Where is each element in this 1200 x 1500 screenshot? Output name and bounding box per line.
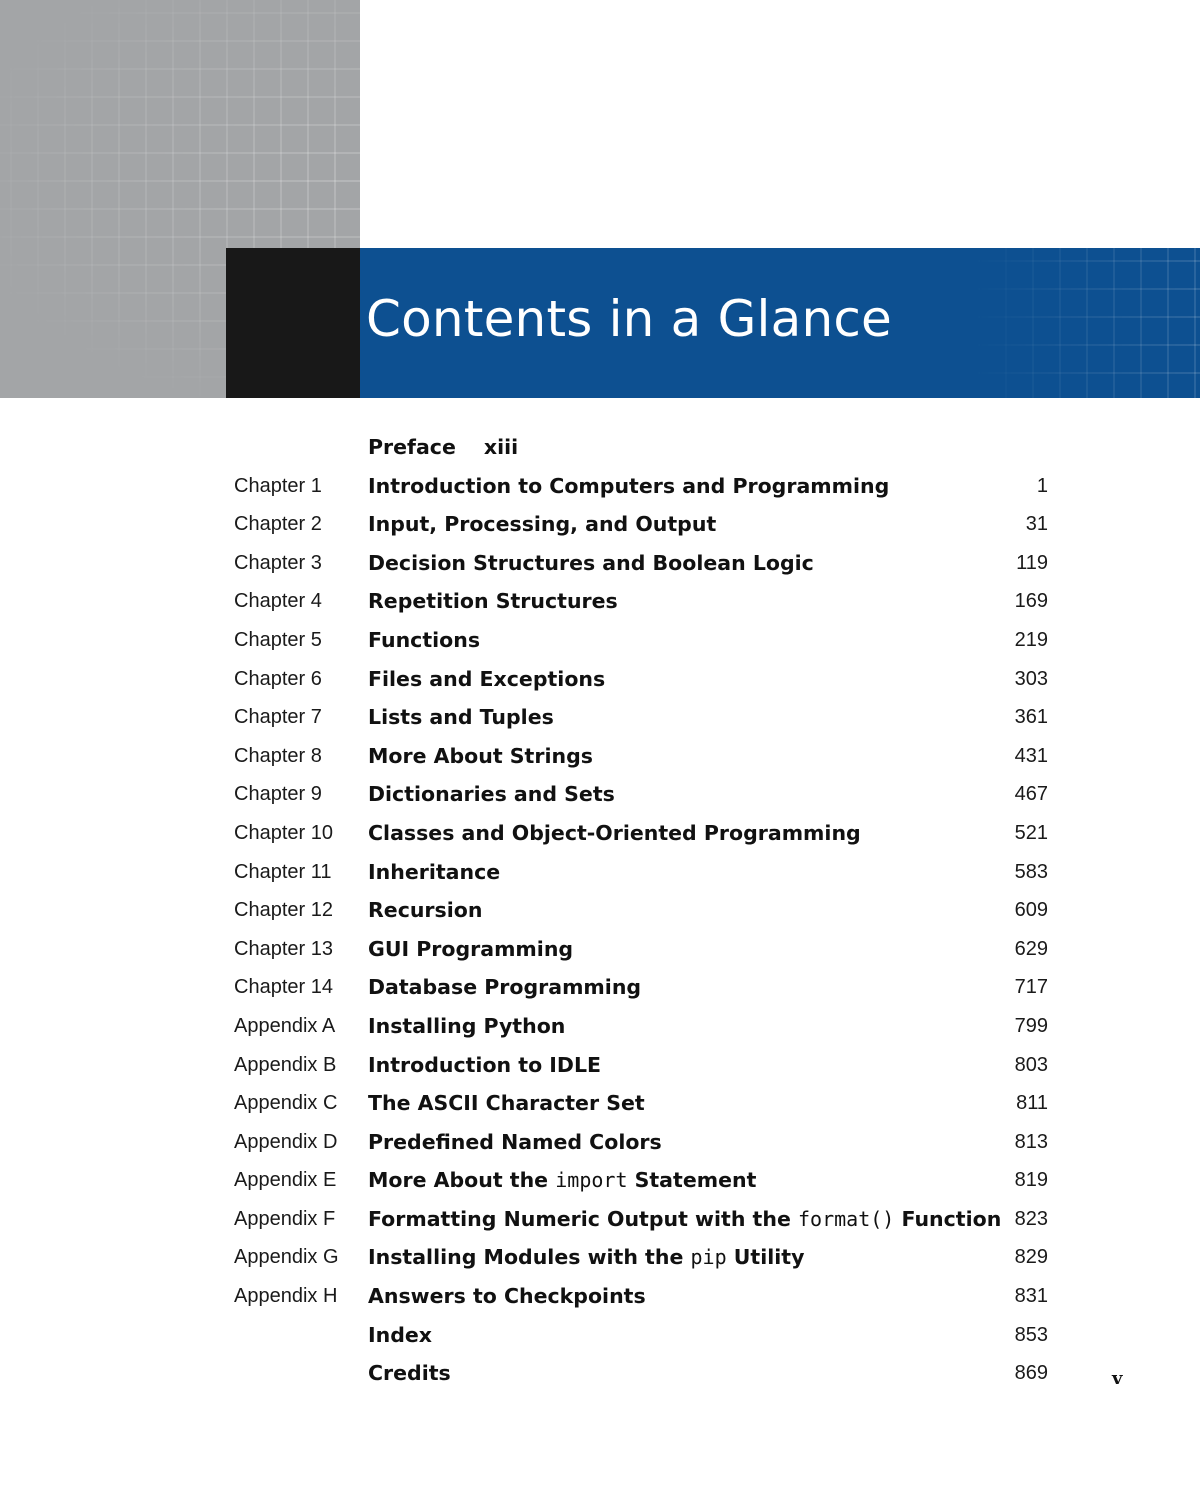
- toc-entry-label: Chapter 10: [234, 821, 333, 844]
- toc-entry-title: Repetition Structures: [368, 589, 618, 614]
- toc-row[interactable]: [0, 814, 1200, 853]
- toc-entry-title-pre: Formatting Numeric Output with the: [368, 1206, 798, 1231]
- toc-row[interactable]: [0, 698, 1200, 737]
- toc-entry-title-post: Utility: [726, 1245, 805, 1270]
- toc-entry-page-number: 361: [1014, 706, 1048, 729]
- toc-entry-page-number: 829: [1014, 1246, 1048, 1269]
- decorative-black-block: [226, 248, 360, 398]
- toc-entry-page-number: 811: [1016, 1092, 1048, 1115]
- toc-row[interactable]: [0, 621, 1200, 660]
- page-title: Contents in a Glance: [366, 290, 893, 348]
- table-of-contents: [0, 428, 1200, 1393]
- toc-entry-page-number: 31: [1025, 513, 1048, 536]
- toc-entry-title-code: pip: [690, 1245, 727, 1270]
- toc-row[interactable]: [0, 737, 1200, 776]
- toc-entries: [0, 467, 1200, 1393]
- toc-row[interactable]: [0, 1354, 1200, 1393]
- toc-entry-page-number: 819: [1014, 1169, 1048, 1192]
- toc-entry-title: GUI Programming: [368, 936, 574, 961]
- toc-entry-title: [368, 1238, 804, 1277]
- toc-entry-page-number: 521: [1014, 821, 1048, 844]
- toc-entry-page-number: 609: [1014, 899, 1048, 922]
- toc-entry-title: Database Programming: [368, 975, 642, 1000]
- toc-entry-title: Index: [368, 1322, 433, 1347]
- toc-entry-title: The ASCII Character Set: [368, 1091, 645, 1116]
- toc-entry-title: [368, 1200, 1001, 1239]
- toc-entry-title-code: format(): [798, 1206, 895, 1231]
- toc-entry-label: Chapter 6: [234, 667, 322, 690]
- toc-entry-title-code: import: [555, 1168, 628, 1193]
- title-banner: [360, 248, 1200, 398]
- toc-entry-title-pre: More About the: [368, 1168, 556, 1193]
- toc-entry-title: Answers to Checkpoints: [368, 1284, 646, 1309]
- toc-entry-page-number: 831: [1014, 1285, 1048, 1308]
- toc-entry-page-number: 219: [1014, 628, 1048, 651]
- toc-entry-title: Lists and Tuples: [368, 705, 554, 730]
- toc-entry-page-number: 169: [1014, 590, 1048, 613]
- toc-entry-label: Chapter 4: [234, 590, 322, 613]
- toc-entry-label: Chapter 7: [234, 706, 322, 729]
- toc-row[interactable]: [0, 775, 1200, 814]
- toc-entry-title: Input, Processing, and Output: [368, 512, 717, 537]
- toc-entry-label: Chapter 1: [234, 474, 322, 497]
- toc-entry-page-number: 717: [1014, 976, 1048, 999]
- toc-entry-page-number: 813: [1014, 1130, 1048, 1153]
- toc-entry-title: Decision Structures and Boolean Logic: [368, 550, 814, 575]
- toc-entry-label: Appendix F: [234, 1207, 336, 1230]
- toc-entry-label: Chapter 14: [234, 976, 333, 999]
- toc-row[interactable]: [0, 930, 1200, 969]
- toc-entry-label: Appendix H: [234, 1285, 338, 1308]
- preface-title: Preface: [368, 435, 456, 459]
- toc-entry-title-pre: Installing Modules with the: [368, 1245, 691, 1270]
- toc-entry-label: Appendix G: [234, 1246, 339, 1269]
- toc-entry-label: Chapter 9: [234, 783, 322, 806]
- toc-entry-title: Credits: [368, 1361, 451, 1386]
- toc-entry-label: Appendix B: [234, 1053, 337, 1076]
- toc-row[interactable]: [0, 1084, 1200, 1123]
- toc-entry-label: Chapter 3: [234, 551, 322, 574]
- toc-entry-label: Chapter 2: [234, 513, 322, 536]
- toc-entry-label: Appendix C: [234, 1092, 338, 1115]
- toc-entry-title: Introduction to IDLE: [368, 1052, 602, 1077]
- toc-row[interactable]: [0, 660, 1200, 699]
- toc-row[interactable]: [0, 1046, 1200, 1085]
- toc-row[interactable]: [0, 1123, 1200, 1162]
- toc-entry-page-number: 583: [1014, 860, 1048, 883]
- toc-row[interactable]: [0, 968, 1200, 1007]
- folio-page-number: v: [1112, 1368, 1123, 1389]
- toc-entry-page-number: 853: [1014, 1323, 1048, 1346]
- toc-entry-title: [368, 428, 518, 467]
- toc-entry-title: Dictionaries and Sets: [368, 782, 615, 807]
- toc-entry-label: Appendix D: [234, 1130, 338, 1153]
- toc-row[interactable]: [0, 1007, 1200, 1046]
- toc-entry-page-number: 869: [1014, 1362, 1048, 1385]
- toc-row[interactable]: [0, 1277, 1200, 1316]
- toc-entry-label: Chapter 13: [234, 937, 333, 960]
- toc-entry-title-post: Function: [894, 1206, 1002, 1231]
- toc-entry-page-number: 431: [1014, 744, 1048, 767]
- toc-entry-page-number: 119: [1016, 551, 1048, 574]
- toc-entry-page-number: 823: [1014, 1207, 1048, 1230]
- toc-entry-title: Predefined Named Colors: [368, 1129, 662, 1154]
- toc-row[interactable]: [0, 853, 1200, 892]
- toc-entry-label: Appendix A: [234, 1014, 336, 1037]
- toc-entry-label: Chapter 5: [234, 628, 322, 651]
- preface-page-number: xiii: [483, 435, 519, 459]
- toc-entry-page-number: 629: [1014, 937, 1048, 960]
- toc-entry-title: Recursion: [368, 898, 483, 923]
- toc-row[interactable]: [0, 891, 1200, 930]
- toc-row[interactable]: [0, 582, 1200, 621]
- toc-entry-page-number: 467: [1014, 783, 1048, 806]
- toc-entry-title: Installing Python: [368, 1013, 566, 1038]
- toc-entry-page-number: 303: [1014, 667, 1048, 690]
- toc-entry-page-number: 1: [1036, 474, 1048, 497]
- toc-entry-label: Appendix E: [234, 1169, 337, 1192]
- toc-row[interactable]: [0, 544, 1200, 583]
- toc-row-preface[interactable]: [0, 428, 1200, 467]
- decorative-square-grid-right: [970, 248, 1200, 398]
- toc-entry-title: Introduction to Computers and Programming: [368, 473, 890, 498]
- toc-entry-title-post: Statement: [627, 1168, 757, 1193]
- toc-entry-title: Files and Exceptions: [368, 666, 606, 691]
- toc-entry-label: Chapter 11: [234, 860, 332, 883]
- toc-row[interactable]: [0, 1316, 1200, 1355]
- toc-entry-label: Chapter 12: [234, 899, 333, 922]
- toc-entry-title: Functions: [368, 627, 481, 652]
- toc-entry-title: [368, 1161, 756, 1200]
- toc-entry-title: More About Strings: [368, 743, 593, 768]
- toc-row[interactable]: [0, 1200, 1200, 1239]
- toc-row[interactable]: [0, 1238, 1200, 1277]
- toc-entry-page-number: 799: [1014, 1014, 1048, 1037]
- toc-entry-label: Chapter 8: [234, 744, 322, 767]
- toc-entry-page-number: 803: [1014, 1053, 1048, 1076]
- toc-entry-title: Inheritance: [368, 859, 501, 884]
- toc-row[interactable]: [0, 505, 1200, 544]
- toc-row[interactable]: [0, 467, 1200, 506]
- toc-row[interactable]: [0, 1161, 1200, 1200]
- toc-entry-title: Classes and Object-Oriented Programming: [368, 820, 861, 845]
